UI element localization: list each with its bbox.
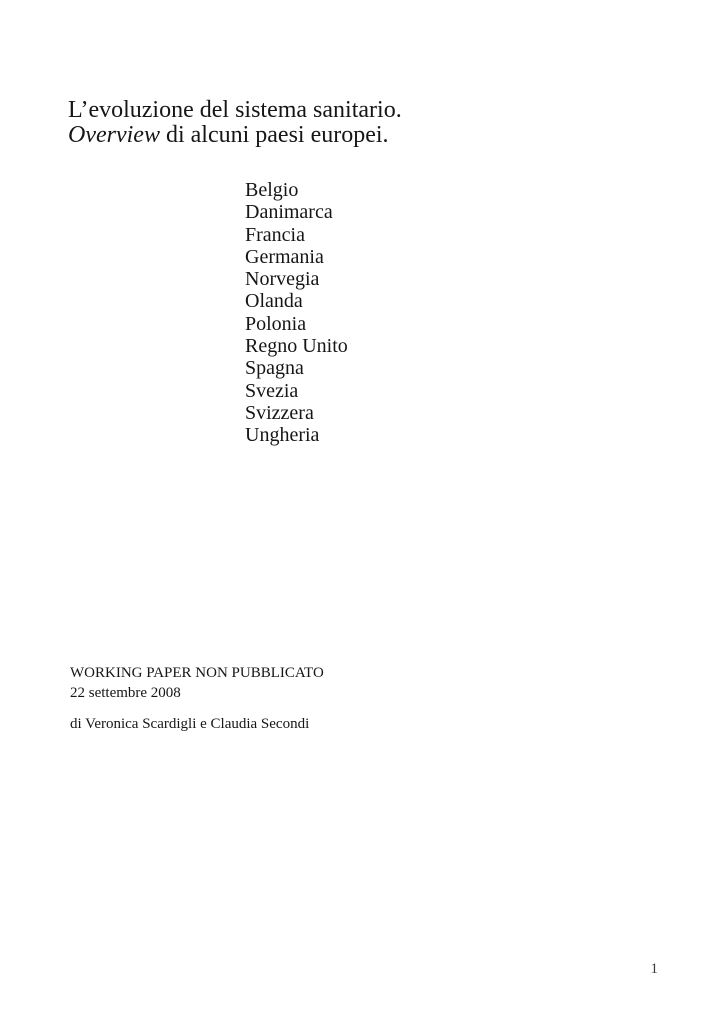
paper-date: 22 settembre 2008 (70, 685, 181, 701)
list-item-country: Belgio (245, 179, 299, 201)
document-title (68, 98, 402, 148)
list-item-country: Svizzera (245, 401, 314, 424)
list-item-country: Olanda (245, 290, 303, 313)
list-item-country: Germania (245, 245, 324, 268)
title-line-2 (68, 123, 402, 148)
list-item-country: Svezia (245, 379, 299, 402)
list-item-country: Francia (245, 223, 305, 246)
paper-authors: di Veronica Scardigli e Claudia Secondi (70, 716, 310, 732)
country-list (245, 179, 348, 447)
working-paper-status: WORKING PAPER NON PUBBLICATO (70, 665, 324, 681)
list-item-country: Spagna (245, 357, 304, 380)
title-line-2-rest: di alcuni paesi europei. (159, 122, 389, 148)
list-item-country: Ungheria (245, 424, 320, 447)
list-item-country: Polonia (245, 312, 307, 335)
title-line-1: L’evoluzione del sistema sanitario. (68, 97, 402, 123)
list-item-country: Regno Unito (245, 335, 348, 358)
list-item-country: Norvegia (245, 268, 320, 291)
page-number: 1 (650, 961, 658, 977)
list-item-country: Danimarca (245, 201, 333, 224)
title-line-2-italic: Overview (68, 122, 160, 148)
